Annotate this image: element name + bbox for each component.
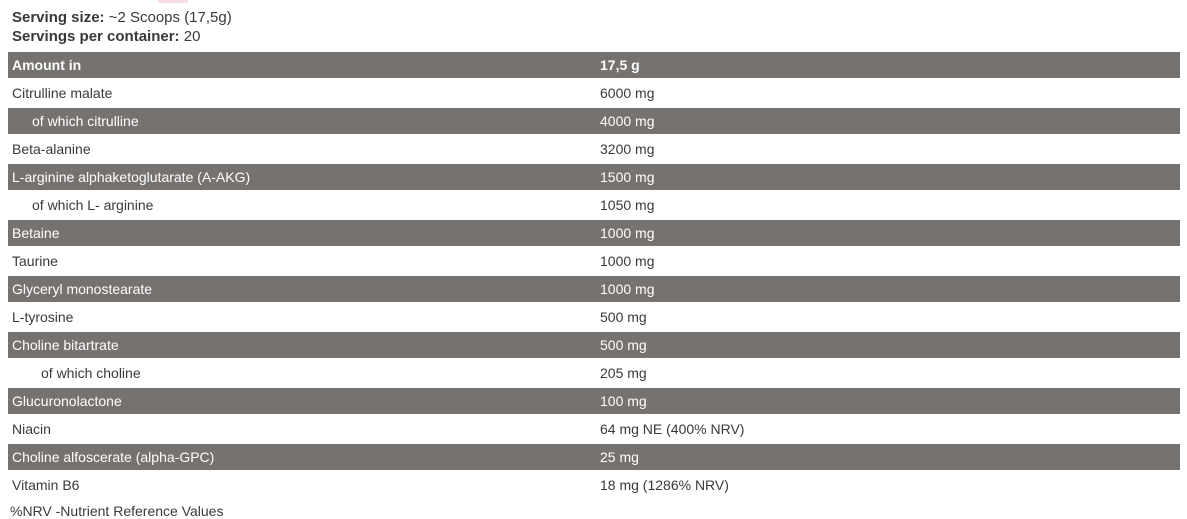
row-label: of which citrulline	[32, 113, 139, 129]
ingredient-row	[8, 443, 1180, 471]
row-label: of which L- arginine	[32, 197, 154, 213]
row-value: 25 mg	[600, 449, 639, 465]
ingredient-row	[8, 107, 1180, 135]
serving-size-label: Serving size:	[12, 9, 105, 26]
supplement-table-body	[8, 79, 1180, 499]
row-value: 3200 mg	[600, 141, 655, 157]
ingredient-row	[8, 275, 1180, 303]
row-value: 6000 mg	[600, 85, 655, 101]
row-label: Choline alfoscerate (alpha-GPC)	[12, 449, 215, 465]
ingredient-row	[8, 415, 1180, 443]
ingredient-row	[8, 247, 1180, 275]
top-edge-artifact	[158, 0, 188, 3]
row-label: L-arginine alphaketoglutarate (A-AKG)	[12, 169, 251, 185]
ingredient-row	[8, 219, 1180, 247]
row-value: 1500 mg	[600, 169, 655, 185]
nrv-footnote: %NRV -Nutrient Reference Values	[10, 503, 224, 519]
ingredient-row	[8, 191, 1180, 219]
row-value: 100 mg	[600, 393, 647, 409]
ingredient-row	[8, 303, 1180, 331]
row-label: of which choline	[41, 365, 141, 381]
row-label: Taurine	[12, 253, 58, 269]
servings-per-container-line	[12, 27, 1187, 46]
row-value: 500 mg	[600, 309, 647, 325]
header-serving-amount: 17,5 g	[600, 57, 640, 73]
row-value: 1050 mg	[600, 197, 655, 213]
row-value: 64 mg NE (400% NRV)	[600, 421, 745, 437]
ingredient-row	[8, 331, 1180, 359]
row-label: Betaine	[12, 225, 60, 241]
row-label: Glucuronolactone	[12, 393, 122, 409]
row-label: Choline bitartrate	[12, 337, 119, 353]
row-label: L-tyrosine	[12, 309, 74, 325]
row-label: Beta-alanine	[12, 141, 91, 157]
row-value: 205 mg	[600, 365, 647, 381]
servings-per-container-label: Servings per container:	[12, 28, 180, 45]
row-value: 1000 mg	[600, 281, 655, 297]
row-value: 18 mg (1286% NRV)	[600, 477, 729, 493]
serving-size-line	[12, 8, 1187, 27]
row-value: 500 mg	[600, 337, 647, 353]
row-label: Vitamin B6	[12, 477, 80, 493]
serving-size-value: ~2 Scoops (17,5g)	[108, 9, 232, 26]
row-label: Niacin	[12, 421, 51, 437]
ingredient-row	[8, 79, 1180, 107]
row-value: 1000 mg	[600, 225, 655, 241]
row-label: Citrulline malate	[12, 85, 113, 101]
ingredient-row	[8, 471, 1180, 499]
row-value: 4000 mg	[600, 113, 655, 129]
serving-info	[0, 0, 1187, 46]
ingredient-row	[8, 135, 1180, 163]
table-header-row	[8, 51, 1180, 79]
ingredient-row	[8, 359, 1180, 387]
header-amount-in: Amount in	[12, 57, 82, 73]
supplement-table	[8, 51, 1180, 499]
ingredient-row	[8, 163, 1180, 191]
servings-per-container-value: 20	[183, 28, 201, 45]
ingredient-row	[8, 387, 1180, 415]
row-label: Glyceryl monostearate	[12, 281, 153, 297]
row-value: 1000 mg	[600, 253, 655, 269]
